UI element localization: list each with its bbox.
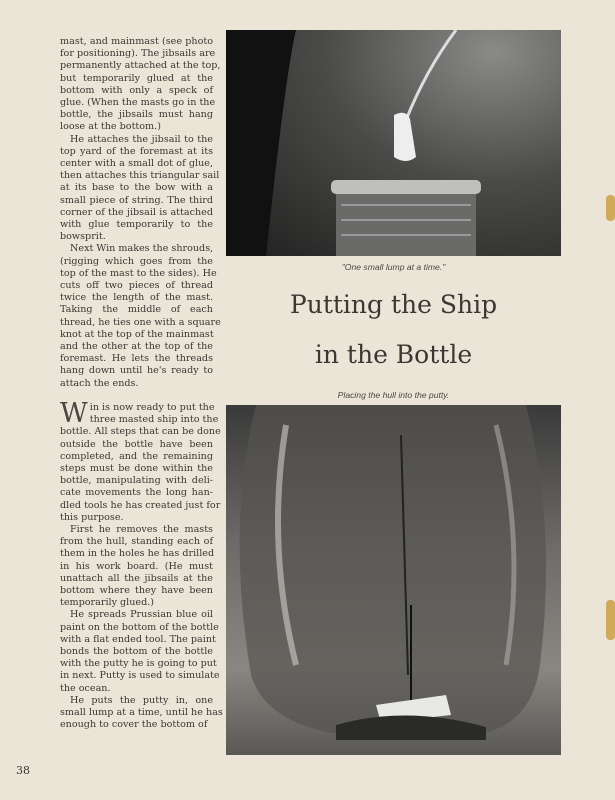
text-line: twice the length of the mast. — [60, 292, 213, 304]
text-line: temporarily glued.) — [60, 597, 155, 609]
text-line: outside the bottle have been — [60, 438, 213, 450]
paper-stain — [606, 195, 615, 221]
paper-stain — [606, 600, 615, 640]
text-line: with the putty he is going to put — [60, 658, 217, 670]
text-line: with glue temporarily to the — [60, 219, 213, 231]
text-line: Next Win makes the shrouds, — [70, 243, 214, 255]
text-line: small lump at a time, until he has — [60, 706, 223, 718]
text-line: He attaches the jibsail to the — [70, 133, 213, 145]
text-line: (rigging which goes from the — [60, 255, 213, 267]
text-line: He puts the putty in, one — [70, 694, 213, 706]
photo-caption: Placing the hull into the putty. — [337, 390, 450, 400]
text-line: First he removes the masts — [70, 523, 213, 535]
text-line: cate movements the long han- — [60, 487, 213, 499]
text-line: bottom where they have been — [60, 584, 213, 596]
paragraph-dropcap — [60, 397, 221, 524]
photo-caption: "One small lump at a time." — [341, 262, 446, 272]
text-line: knot at the top of the mainmast — [60, 328, 214, 340]
text-line: cuts off two pieces of thread — [60, 280, 213, 292]
text-line: then attaches this triangular sail — [60, 170, 220, 182]
text-line: steps must be done within the — [60, 462, 213, 474]
paragraph — [60, 243, 221, 389]
text-line: three masted ship into the — [89, 414, 219, 426]
text-line: them in the holes he has drilled — [60, 548, 215, 560]
text-line: bottle. All steps that can be done — [60, 426, 221, 438]
article-title-line-2: in the Bottle — [314, 340, 473, 369]
text-line: bonds the bottom of the bottle — [60, 645, 213, 657]
text-line: but temporarily glued at the — [60, 72, 213, 84]
text-line: with a flat ended tool. The paint — [60, 633, 216, 645]
paragraph — [60, 133, 220, 244]
text-line: He spreads Prussian blue oil — [70, 609, 213, 621]
text-line: in is now ready to put the — [89, 401, 215, 413]
text-line: paint on the bottom of the bottle — [60, 621, 219, 633]
page-number: 38 — [16, 764, 30, 777]
drop-cap: W — [60, 397, 88, 429]
text-line: small piece of string. The third — [60, 194, 213, 206]
paragraph — [60, 524, 213, 609]
text-line: for positioning). The jibsails are — [60, 48, 216, 60]
text-line: this purpose. — [60, 511, 124, 523]
text-line: the ocean. — [60, 682, 111, 694]
text-line: enough to cover the bottom of — [60, 719, 208, 731]
text-line: glue. (When the masts go in the — [60, 97, 216, 109]
text-line: bowsprit. — [60, 231, 106, 243]
text-line: mast, and mainmast (see photo — [60, 36, 213, 47]
text-line: corner of the jibsail is attached — [60, 206, 213, 218]
text-line: dled tools he has created just for — [60, 499, 221, 511]
text-line: at its base to the bow with a — [60, 182, 213, 194]
text-line: unattach all the jibsails at the — [60, 572, 213, 584]
text-line: center with a small dot of glue, — [60, 158, 213, 170]
text-line: in next. Putty is used to simulate — [60, 670, 220, 682]
photo-putty-lump-bottle-neck — [226, 30, 561, 256]
text-line: bottle, the jibsails must hang — [60, 109, 213, 121]
paragraph — [60, 609, 220, 694]
text-line: hang down until he's ready to — [60, 365, 213, 377]
text-line: loose at the bottom.) — [60, 121, 161, 133]
text-line: in his work board. (He must — [60, 560, 213, 572]
text-line: from the hull, standing each of — [60, 536, 213, 548]
paragraph — [60, 694, 223, 732]
text-line: top of the mast to the sides). He — [60, 267, 217, 279]
text-line: completed, and the remaining — [60, 450, 213, 462]
text-line: bottom with only a speck of — [60, 84, 213, 96]
body-text-column — [60, 36, 223, 731]
text-line: top yard of the foremast at its — [60, 145, 213, 157]
text-line: thread, he ties one with a square — [60, 316, 221, 328]
article-title-line-1: Putting the Ship — [289, 290, 498, 319]
text-line: Taking the middle of each — [60, 304, 213, 316]
text-line: permanently attached at the top, — [60, 60, 221, 72]
photo-ship-in-bottle — [226, 405, 561, 755]
text-line: and the other at the top of the — [60, 341, 213, 353]
text-line: bottle, manipulating with deli- — [60, 475, 213, 487]
text-line: foremast. He lets the threads — [60, 353, 213, 365]
paragraph — [60, 36, 221, 134]
text-line: attach the ends. — [60, 377, 139, 389]
